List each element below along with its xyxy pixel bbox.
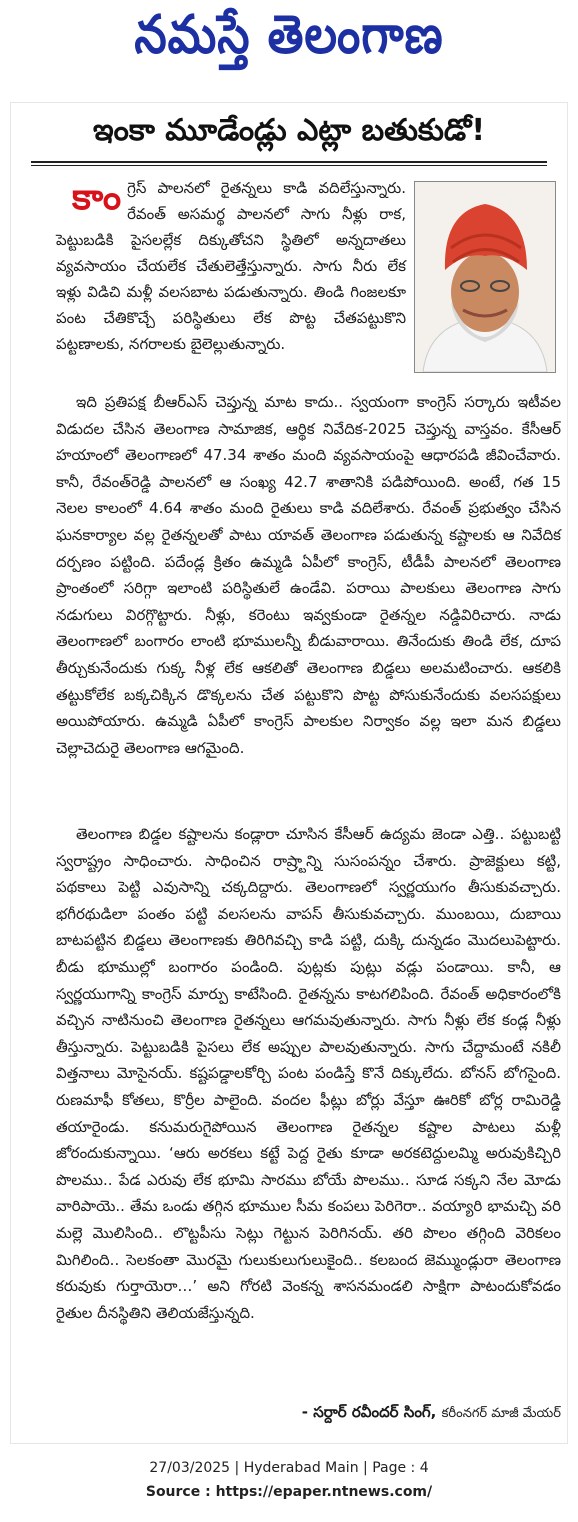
headline-rule-bottom bbox=[31, 165, 547, 166]
author-portrait-image bbox=[415, 182, 555, 372]
headline-rule-top bbox=[31, 161, 547, 163]
article-headline: ఇంకా మూడేండ్లు ఎట్లా బతుకుడో! bbox=[92, 113, 486, 148]
author-byline bbox=[56, 1403, 561, 1425]
dropcap: కాం bbox=[72, 177, 122, 218]
intro-text: గ్రెస్ పాలనలో రైతన్నలు కాడి వదిలేస్తున్నారు. రేవంత్ అసమర్థ పాలనలో సాగు నీళ్లు రాక, పెట్టుబడికి పైసలల్లేక దిక్కుతోచని స్థితిలో అన్నదాతలు వ్యవసాయం చేయలేక చేతులెత్తేస్తున్నారు. సాగు నీరు లేక ఇళ్లు విడిచి మళ్లీ వలసబాట పడుతున్నారు. తిండి గింజలకూ పంట చేతికొచ్చే పరిస్థితులు లేక పొట్ట చేతపట్టుకొని పట్టణాలకు, నగరాలకు బైలెల్లుతున్నారు. bbox=[56, 179, 406, 353]
article-intro bbox=[56, 175, 406, 357]
masthead bbox=[0, 0, 578, 82]
article-clipping bbox=[11, 103, 567, 1443]
footer-source-link[interactable]: Source : https://epaper.ntnews.com/ bbox=[145, 1484, 433, 1500]
paragraph-1: ఇది ప్రతిపక్ష బీఆర్ఎస్ చెప్తున్న మాట కాదు.. స్వయంగా కాంగ్రెస్ సర్కారు ఇటీవల విడుదల చేసిన తెలంగాణ సామాజిక, ఆర్థిక నివేదిక-2025 చెప్తున్న వాస్తవం. కేసీఆర్ హయాంలో తెలంగాణలో 47.34 శాతం మంది వ్యవసాయంపై ఆధారపడి జీవించేవారు. కానీ, రేవంత్‌రెడ్డి పాలనలో ఆ సంఖ్య 42.7 శాతానికి పడిపోయింది. అంటే, గత 15 నెలల కాలంలో 4.64 శాతం మంది రైతులు కాడి వదిలేశారు. రేవంత్ ప్రభుత్వం చేసిన ఘనకార్యాల వల్ల రైతన్నలతో పాటు యావత్ తెలంగాణ పడుతున్న కష్టాలకు ఆ నివేదిక దర్పణం పట్టింది. పదేండ్ల క్రితం ఉమ్మడి ఏపీలో కాంగ్రెస్, టీడీపీ పాలనలో తెలంగాణ ప్రాంతంలో సరిగ్గా ఇలాంటి పరిస్థితులే ఉండేవి. పరాయి పాలకులు తెలంగాణ సాగు నడుగులు విరగ్గొట్టారు. నీళ్లు, కరెంటు ఇవ్వకుండా రైతన్నల నడ్డివిరిచారు. నాడు తెలంగాణలో బంగారం లాంటి భూములన్నీ బీడువారాయి. తినేందుకు తిండి లేక, దూప తీర్చుకునేందుకు గుక్క నీళ్ల లేక ఆకలితో తెలంగాణ బిడ్డలు అలమటించారు. ఆకలికి తట్టుకోలేక బక్కచిక్కిన డొక్కలను చేత పట్టుకొని పొట్ట పోసుకునేందుకు వలసపక్షులు అయిపోయారు. ఉమ్మడి ఏపీలో కాంగ్రెస్ పాలకుల నిర్వాకం వల్ల ఇలా మన బిడ్డలు చెల్లాచెదురై తెలంగాణ ఆగమైంది. bbox=[56, 393, 561, 757]
footer-edition-info: 27/03/2025 | Hyderabad Main | Page : 4 bbox=[149, 1460, 429, 1476]
author-role: కరీంనగర్ మాజీ మేయర్ bbox=[441, 1406, 561, 1421]
paragraph-2: తెలంగాణ బిడ్డల కష్టాలను కండ్లారా చూసిన కేసీఆర్ ఉద్యమ జెండా ఎత్తి.. పట్టుబట్టి స్వరాష్ట్రం సాధించారు. సాధించిన రాష్ర్టాన్ని సుసంపన్నం చేశారు. ప్రాజెక్టులు కట్టి, పథకాలు పెట్టి ఎవుసాన్ని చక్కదిద్దారు. తెలంగాణలో స్వర్ణయుగం తీసుకువచ్చారు. భగీరథుడిలా పంతం పట్టి వలసలను వాపస్ తీసుకువచ్చారు. ముంబయి, దుబాయి బాటపట్టిన బిడ్డలు తెలంగాణకు తిరిగివచ్చి కాడి పట్టి, దుక్కి దున్నడం మొదలుపెట్టారు. బీడు భూముల్లో బంగారం పండింది. పుట్లకు పుట్లు వడ్లు పండాయి. కానీ, ఆ స్వర్ణయుగాన్ని కాంగ్రెస్ మార్పు కాటేసింది. రైతన్నను కాటగలిపింది. రేవంత్ అధికారంలోకి వచ్చిన నాటినుంచి తెలంగాణ రైతన్నలు ఆగమవుతున్నారు. సాగు నీళ్లు లేక కండ్ల నీళ్లు తీస్తున్నారు. పెట్టుబడికి పైసలు లేక అప్పుల పాలవుతున్నారు. సాగు చేద్దామంటే నకిలీ విత్తనాలు మోసైనయ్. కష్టపడ్డాలకోర్చి పంట పండిస్తే కొనే దిక్కులేదు. బోనస్ బోగసైంది. రుణమాఫీ కోతలు, కొర్రీల పాలైంది. వందల ఫీట్లు బోర్లు వేస్తూ ఊరికో బోర్ల రామిరెడ్డి తయారైండు. కనుమరుగైపోయిన తెలంగాణ రైతన్నల కష్టాల పాటలు మళ్లీ జోరందుకున్నాయి. ‘ఆరు అరకలు కట్టే పెద్ద రైతు కూడా అరకటెద్దులమ్మి అరువుకిచ్చిరి పొలము.. పేడ ఎరువు లేక భూమి సారము బోయే పొలము.. సూడ సక్కని నేల మోడు వారిపాయె.. తేమ ఒండు తగ్గిన భూముల సీమ కంపలు పెరిగెరా.. వయ్యారి భామచ్చి వరి మల్లె మొలిసింది.. లొట్టపీసు సెట్లు గెట్టున పెరిగినయ్. తరి పొలం తగ్గింది వెరికలం మిగిలింది.. సెలకంతా మొరమై గులుకులుగులుకైంది.. కలబంద జెమ్ముండ్లురా తెలంగాణ కరువుకు గుర్తాయెరా…’ అని గోరటి వెంకన్న శాసనమండలి సాక్షిగా పాటందుకోవడం రైతుల దీనస్థితిని తెలియజేస్తున్నది. bbox=[56, 825, 561, 1322]
author-photo bbox=[414, 181, 556, 373]
masthead-title: నమస్తే తెలంగాణ bbox=[134, 3, 444, 66]
author-name: - సర్దార్ రవీందర్ సింగ్, bbox=[301, 1403, 437, 1421]
